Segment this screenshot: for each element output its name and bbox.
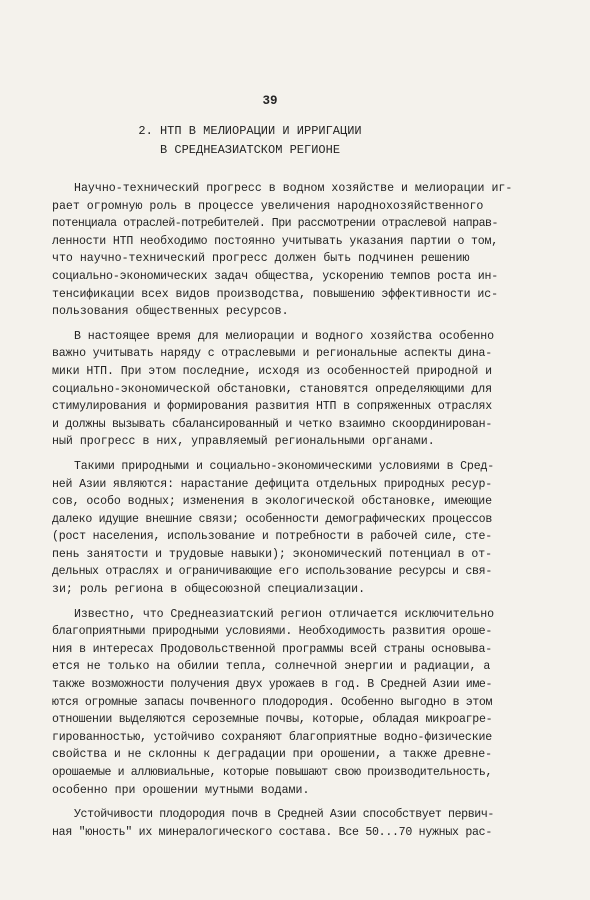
text-line: далеко идущие внешние связи; особенности демографических процессов xyxy=(52,512,492,526)
text-line: Устойчивости плодородия почв в Средней Азии способствует первич- xyxy=(74,808,494,822)
text-line: ния в интересах Продовольственной программы всей страны основыва- xyxy=(52,642,493,656)
text-line: ется не только на обилии тепла, солнечной энергии и радиации, а xyxy=(52,660,491,674)
page-number: 39 xyxy=(262,94,278,108)
text-line: потенциала отраслей-потребителей. При рассмотрении отраслевой направ- xyxy=(52,217,498,231)
text-line: отношении выделяются сероземные почвы, которые, обладая микроагре- xyxy=(52,713,493,727)
text-line: пень занятости и трудовые навыки); экономический потенциал в от- xyxy=(52,547,492,561)
text-line: Такими природными и социально-экономическими условиями в Сред- xyxy=(74,459,495,473)
text-line: ный прогресс в них, управляемый региональными органами. xyxy=(52,435,435,449)
chapter-title-line-2: В СРЕДНЕАЗИАТСКОМ РЕГИОНЕ xyxy=(159,143,341,157)
text-line: дельных отраслях и ограничивающие его использование ресурсы и свя- xyxy=(52,565,492,579)
text-line: стимулирования и формирования развития НТП в сопряженных отраслях xyxy=(52,400,493,414)
text-line: свойства и не склонны к деградации при орошении, а также древне- xyxy=(52,748,492,762)
text-line: важно учитывать наряду с отраслевыми и региональные аспекты дина- xyxy=(52,347,493,361)
chapter-title-line-1: 2. НТП В МЕЛИОРАЦИИ И ИРРИГАЦИИ xyxy=(138,124,362,138)
text-line: ней Азии являются: нарастание дефицита отдельных природных ресур- xyxy=(52,477,493,491)
paragraph xyxy=(0,328,590,451)
text-line: гированностью, устойчиво сохраняют благоприятные водно-физические xyxy=(52,730,493,744)
text-line: зи; роль региона в общесоюзной специализации. xyxy=(52,583,366,597)
body-text xyxy=(0,180,590,848)
text-line: В настоящее время для мелиорации и водного хозяйства особенно xyxy=(74,329,495,343)
text-line: социально-экономической обстановки, становятся определяющими для xyxy=(52,382,492,396)
text-line: орошаемые и аллювиальные, которые повышают свою производительность, xyxy=(52,766,493,779)
text-line: ются огромные запасы почвенного плодородия. Особенно выгодно в этом xyxy=(52,695,493,709)
text-line: и должны вызывать сбалансированный и четко взаимно скоординирован- xyxy=(52,417,492,431)
text-line: особенно при орошении мутными водами. xyxy=(52,783,310,797)
text-line: тенсификации всех видов производства, повышению эффективности ис- xyxy=(52,287,498,301)
text-line: Известно, что Среднеазиатский регион отличается исключительно xyxy=(74,607,495,621)
paragraph xyxy=(0,806,590,841)
text-line: что научно-технический прогресс должен быть подчинен решению xyxy=(52,252,470,266)
paragraph xyxy=(0,458,590,599)
text-line: ленности НТП необходимо постоянно учитывать указания партии о том, xyxy=(52,234,498,248)
text-line: сов, особо водных; изменения в экологической обстановке, имеющие xyxy=(52,495,492,509)
text-line: ная "юность" их минералогического состава. Все 50...70 нужных рас- xyxy=(52,825,492,839)
text-line: рает огромную роль в процессе увеличения народнохозяйственного xyxy=(52,199,484,213)
text-line: также возможности получения двух урожаев в год. В Средней Азии име- xyxy=(52,678,493,692)
text-line: благоприятными природными условиями. Необходимость развития ороше- xyxy=(52,625,492,639)
text-line: Научно-технический прогресс в водном хозяйстве и мелиорации иг- xyxy=(74,182,513,195)
chapter-title xyxy=(0,122,500,160)
text-line: социально-экономических задач общества, ускорению темпов роста ин- xyxy=(52,269,498,283)
paragraph xyxy=(0,180,590,321)
text-line: (рост населения, использование и потребности в рабочей силе, сте- xyxy=(52,530,493,544)
paragraph xyxy=(0,606,590,800)
text-line: пользования общественных ресурсов. xyxy=(52,305,289,319)
text-line: мики НТП. При этом последние, исходя из особенностей природной и xyxy=(52,364,492,378)
